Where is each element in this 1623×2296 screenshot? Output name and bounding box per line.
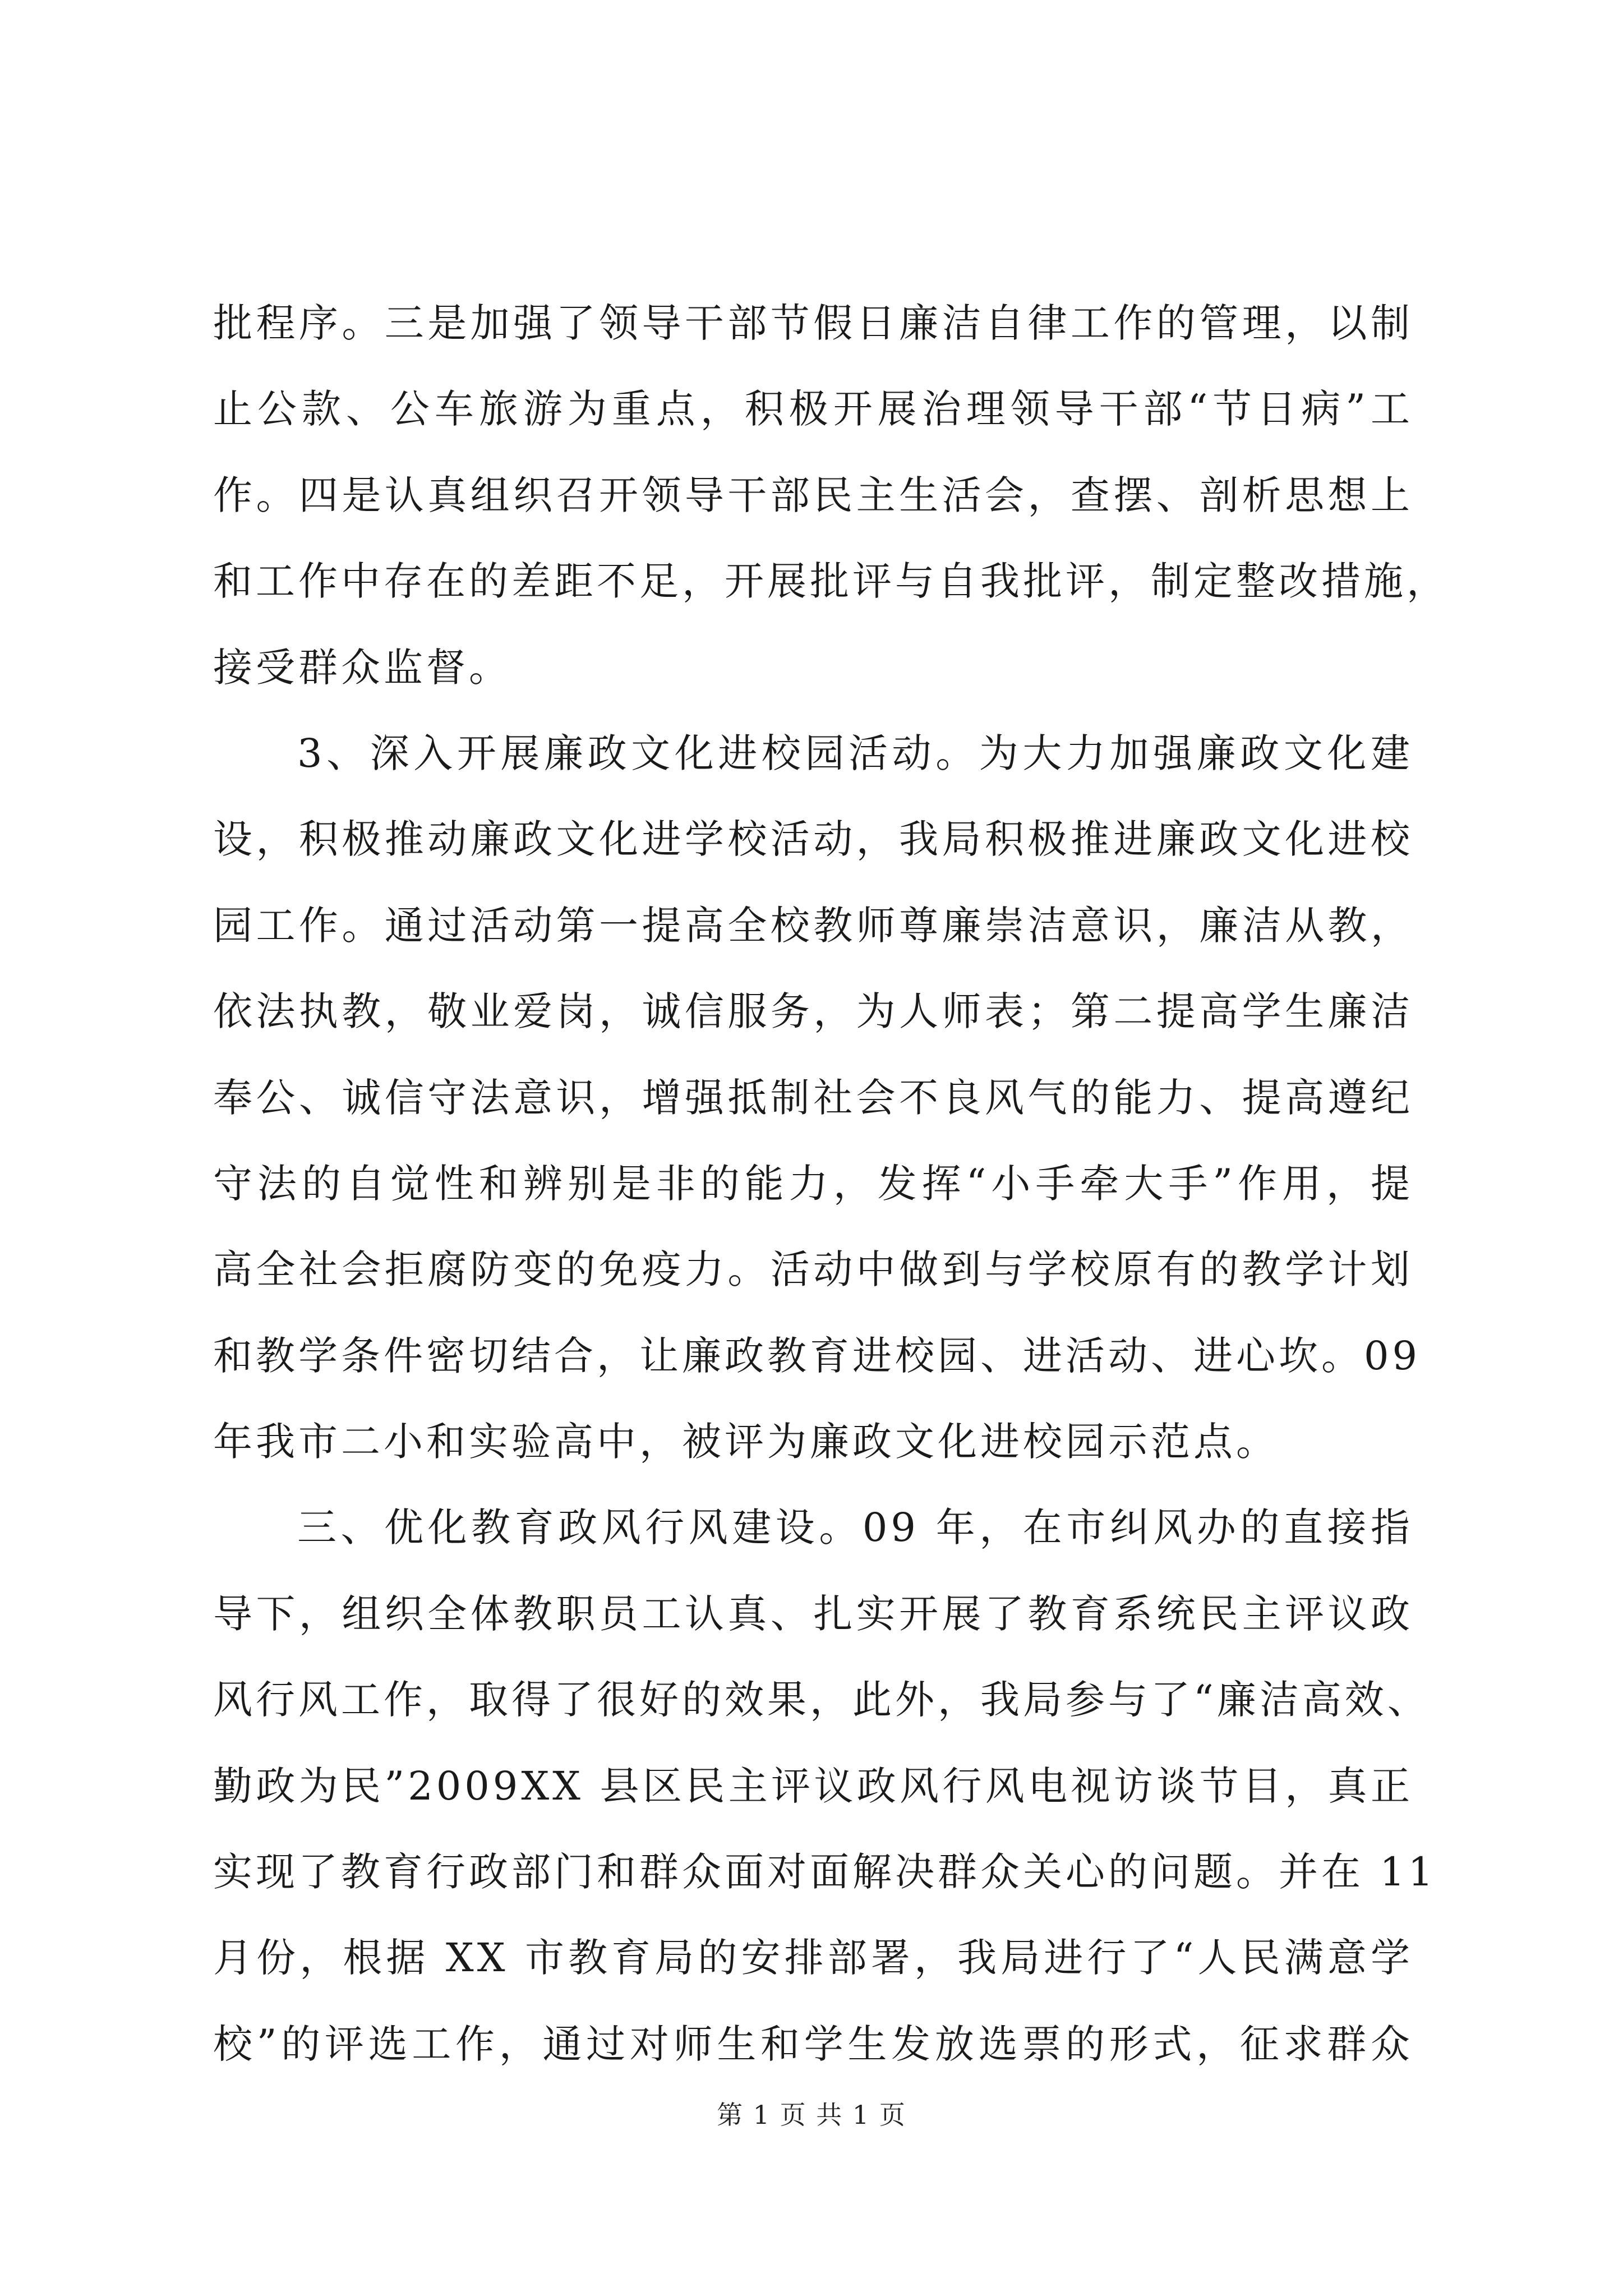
text-line: 和工作中存在的差距不足，开展批评与自我批评，制定整改措施， — [213, 558, 1449, 605]
text-line: 勤政为民”2009XX 县区民主评议政风行风电视访谈节目，真正 — [213, 1763, 1413, 1809]
text-line: 实现了教育行政部门和群众面对面解决群众关心的问题。并在 11 — [213, 1849, 1437, 1895]
text-line: 奉公、诚信守法意识，增强抵制社会不良风气的能力、提高遵纪 — [213, 1074, 1413, 1121]
body-text — [213, 280, 1449, 2087]
text-line: 园工作。通过活动第一提高全校教师尊廉崇洁意识，廉洁从教， — [213, 902, 1413, 949]
text-line: 月份，根据 XX 市教育局的安排部署，我局进行了“人民满意学 — [213, 1935, 1413, 1981]
paragraph-first-line: 3、深入开展廉政文化进校园活动。为大力加强廉政文化建 — [297, 730, 1413, 776]
paragraph-first-line: 三、优化教育政风行风建设。09 年，在市纠风办的直接指 — [297, 1504, 1413, 1551]
text-line: 设，积极推动廉政文化进学校活动，我局积极推进廉政文化进校 — [213, 816, 1413, 863]
text-line: 止公款、公车旅游为重点，积极开展治理领导干部“节日病”工 — [213, 386, 1413, 432]
text-line: 批程序。三是加强了领导干部节假日廉洁自律工作的管理，以制 — [213, 300, 1413, 346]
text-line: 高全社会拒腐防变的免疫力。活动中做到与学校原有的教学计划 — [213, 1246, 1413, 1293]
text-line: 接受群众监督。 — [213, 644, 511, 691]
text-line: 风行风工作，取得了很好的效果，此外，我局参与了“廉洁高效、 — [213, 1677, 1430, 1723]
text-line: 年我市二小和实验高中，被评为廉政文化进校园示范点。 — [213, 1419, 1279, 1465]
page-number-label: 第 1 页 共 1 页 — [717, 2100, 906, 2130]
text-line: 校”的评选工作，通过对师生和学生发放选票的形式，征求群众 — [213, 2021, 1413, 2067]
text-line: 守法的自觉性和辨别是非的能力，发挥“小手牵大手”作用，提 — [213, 1160, 1413, 1207]
page-footer — [0, 2098, 1623, 2132]
text-line: 和教学条件密切结合，让廉政教育进校园、进活动、进心坎。09 — [213, 1332, 1421, 1379]
text-line: 作。四是认真组织召开领导干部民主生活会，查摆、剖析思想上 — [213, 472, 1413, 518]
text-line: 依法执教，敬业爱岗，诚信服务，为人师表；第二提高学生廉洁 — [213, 988, 1413, 1035]
text-line: 导下，组织全体教职员工认真、扎实开展了教育系统民主评议政 — [213, 1590, 1413, 1637]
